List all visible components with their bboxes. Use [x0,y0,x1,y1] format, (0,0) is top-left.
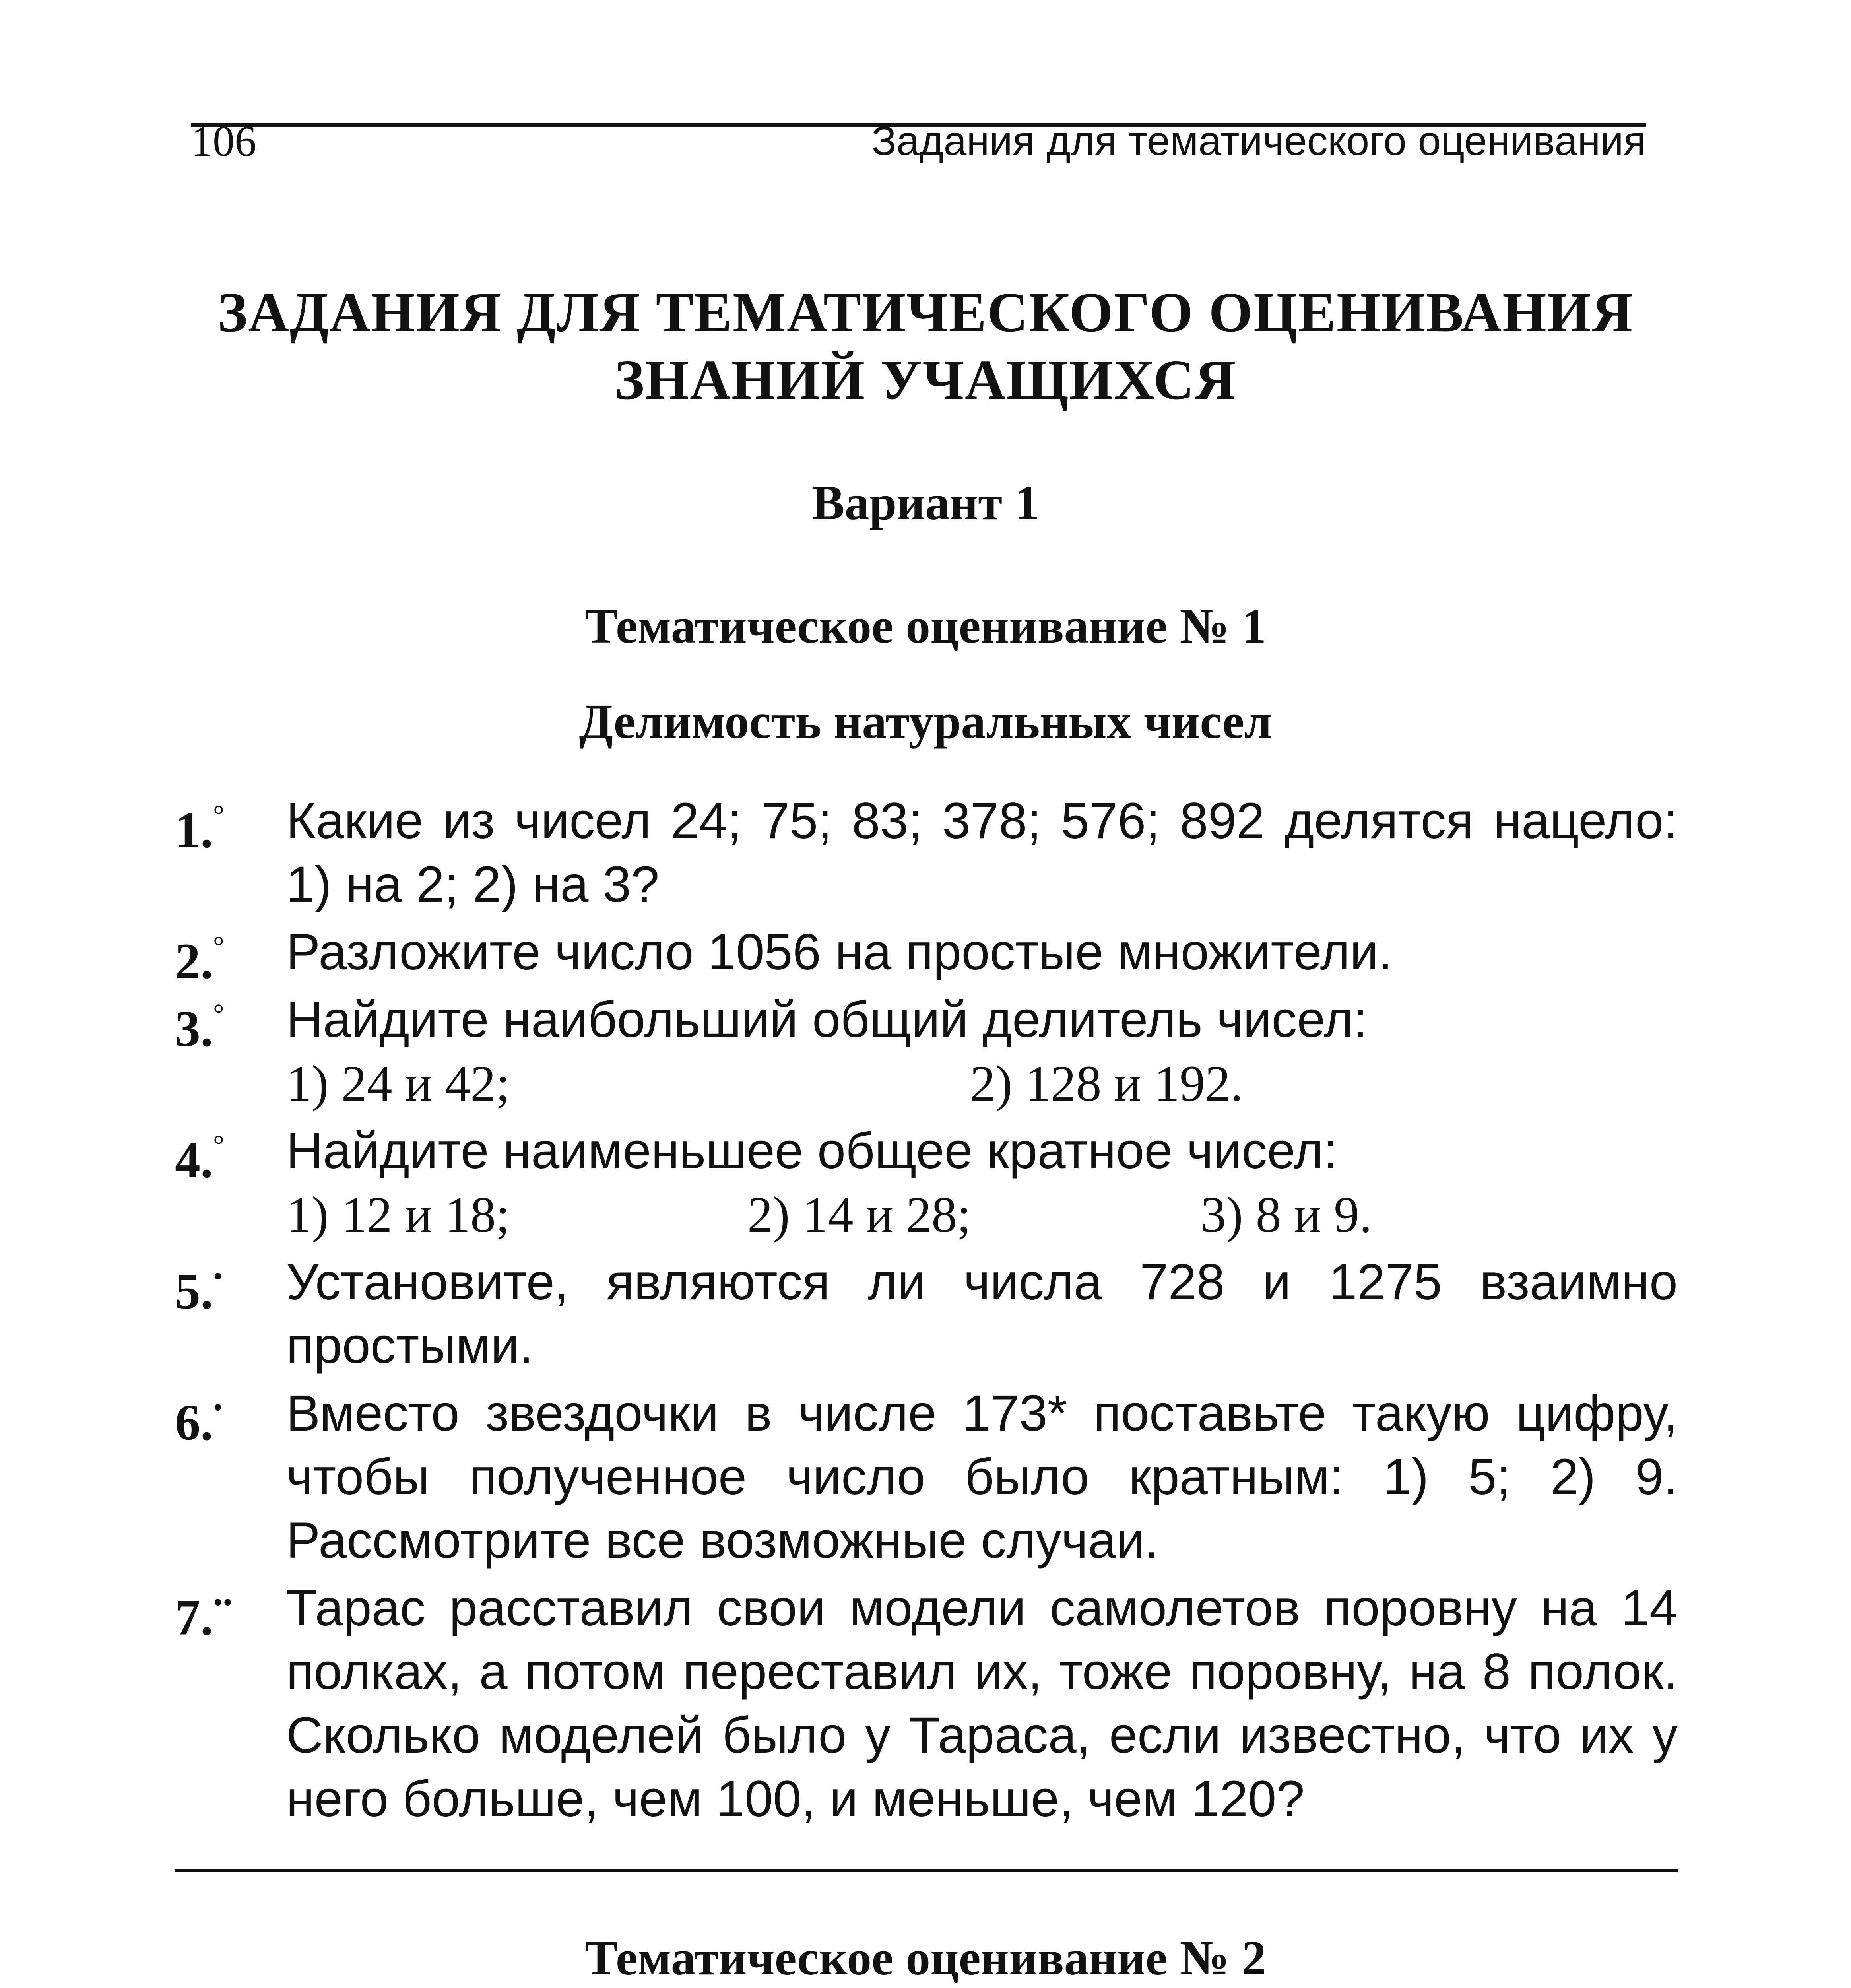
task-number: 5.• [175,1261,223,1320]
variant-heading: Вариант 1 [811,476,1040,530]
running-title: Задания для тематического оценивания [871,118,1646,164]
running-header [191,115,1646,165]
task-1-4-option: 1) 12 и 18; [286,1186,510,1243]
task-text: Найдите наименьшее общее кратное чисел: [286,1122,1338,1179]
task-1-2 [175,920,1678,990]
task-1-7 [175,1576,1678,1831]
task-text: Тарас расставил свои модели самолетов поровну на 14 полках, а потом переставил их, тоже поровну, на 8 полок. Сколько моделей было у Тараса, если известно, что их у него больше, чем 100, и меньше, чем 120? [286,1580,1678,1827]
task-1-5 [175,1250,1678,1378]
section1-heading: Тематическое оценивание № 1 [584,599,1267,653]
main-title-line2: ЗНАНИЙ УЧАЩИХСЯ [614,348,1237,411]
task-1-6 [175,1382,1678,1573]
page-number: 106 [191,117,256,165]
task-1-1 [175,789,1678,916]
task-text: Вместо звездочки в числе 173* поставьте такую цифру, чтобы полученное число было кратным: 1) 5; 2) 9. Рассмотрите все возможные случаи. [286,1385,1678,1569]
task-number: 3.° [175,999,224,1057]
task-number: 2.° [175,931,224,990]
task-1-3-option: 2) 128 и 192. [970,1055,1244,1112]
task-text: Какие из чисел 24; 75; 83; 378; 576; 892 делятся нацело: 1) на 2; 2) на 3? [286,792,1678,913]
task-1-4-option: 2) 14 и 28; [747,1186,971,1243]
task-text: Разложите число 1056 на простые множители. [286,924,1393,980]
section-divider [175,1869,1678,1872]
task-1-3 [175,988,1678,1057]
main-title-line1: ЗАДАНИЯ ДЛЯ ТЕМАТИЧЕСКОГО ОЦЕНИВАНИЯ [217,281,1634,344]
task-text: Найдите наибольший общий делитель чисел: [286,991,1368,1048]
task-1-4-option: 3) 8 и 9. [1201,1186,1372,1243]
section2-heading: Тематическое оценивание № 2 [584,1931,1267,1985]
task-number: 1.° [175,800,224,858]
task-number: 4.° [175,1130,224,1188]
section1-topic: Делимость натуральных чисел [579,694,1272,749]
task-number: 7.•• [175,1587,233,1646]
task-1-4 [175,1119,1678,1188]
task-number: 6.• [175,1392,223,1451]
task-text: Установите, являются ли числа 728 и 1275 взаимно простыми. [286,1254,1678,1374]
task-1-3-option: 1) 24 и 42; [286,1055,510,1112]
